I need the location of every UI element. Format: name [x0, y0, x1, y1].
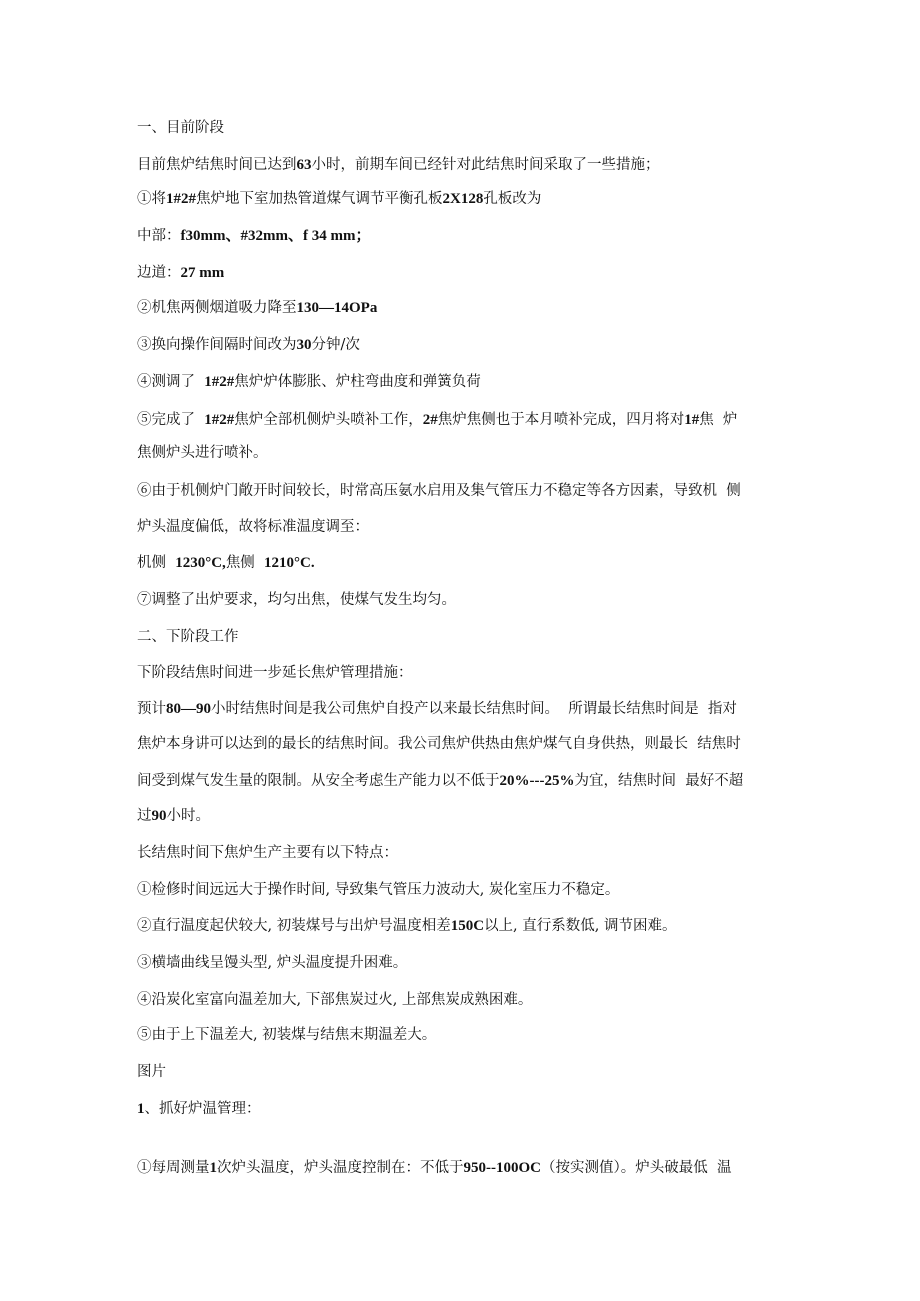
text-run: ⑤由于上下温差大, 初装煤与结焦末期温差大。 — [137, 1027, 437, 1043]
text-line — [137, 372, 481, 392]
text-run: ③换向操作间隔时间改为 — [137, 337, 297, 353]
text-line — [137, 335, 360, 355]
text-run: 过 — [137, 808, 152, 824]
bold-text-run: 27 mm — [180, 265, 225, 281]
text-run: ⑦调整了出炉要求，均匀出焦，使煤气发生均匀。 — [137, 592, 456, 608]
text-run: 炉头温度偏低，故将标准温度调至： — [137, 519, 369, 535]
text-line — [137, 226, 370, 246]
text-line — [137, 916, 677, 936]
text-run: 、抓好炉温管理： — [144, 1101, 261, 1117]
text-run: ②机焦两侧烟道吸力降至 — [137, 300, 297, 316]
text-run: 预计 — [137, 701, 166, 717]
text-run: ③横墙曲线呈馒头型, 炉头温度提升困难。 — [137, 955, 408, 971]
text-run: ④沿炭化室富向温差加大, 下部焦炭过火, 上部焦炭成熟困难。 — [137, 992, 533, 1008]
text-run: ①检修时间远远大于操作时间, 导致集气管压力波动大, 炭化室压力不稳定。 — [137, 882, 620, 898]
bold-text-run: 90 — [151, 808, 167, 824]
bold-text-run: 20%---25% — [499, 773, 575, 789]
bold-text-run: 950--100OC — [463, 1160, 541, 1176]
text-line — [137, 590, 456, 610]
text-run: 中部： — [137, 228, 181, 244]
text-run: 焦炉地下室加热管道煤气调节平衡孔板 — [196, 191, 443, 207]
text-line — [137, 663, 413, 683]
text-line — [137, 990, 532, 1010]
bold-text-run: 1 — [209, 1160, 217, 1176]
text-line — [137, 443, 268, 463]
text-run: （按实测值）。炉头破最低 温 — [541, 1160, 732, 1176]
bold-text-run: 1210°C. — [264, 555, 315, 571]
text-line — [137, 771, 743, 791]
text-line — [137, 1099, 261, 1119]
text-line — [137, 699, 737, 719]
bold-text-run: 150C — [450, 918, 485, 934]
text-line — [137, 843, 398, 863]
bold-text-run: 1#2# — [204, 374, 235, 390]
text-line — [137, 553, 315, 573]
bold-text-run: 1# — [684, 412, 700, 428]
text-run: ①将 — [137, 191, 166, 207]
text-line — [137, 1025, 436, 1045]
text-run: ⑥由于机侧炉门敞开时间较长，时常高压氨水启用及集气管压力不稳定等各方因素，导致机 侧 — [137, 483, 741, 499]
text-line — [137, 118, 224, 138]
text-run: 图片 — [137, 1064, 166, 1080]
text-run: 焦侧 — [225, 555, 265, 571]
bold-text-run: f30mm、#32mm、f 34 mm； — [180, 228, 371, 244]
text-run: 焦炉本身讲可以达到的最长的结焦时间。我公司焦炉供热由焦炉煤气自身供热，则最长 结焦时 — [137, 736, 741, 752]
text-run: 次炉头温度，炉头温度控制在：不低于 — [217, 1160, 464, 1176]
text-run: 焦炉全部机侧炉头喷补工作， — [234, 412, 423, 428]
text-line — [137, 298, 377, 318]
bold-text-run: 130—14OPa — [296, 300, 378, 316]
text-line — [137, 806, 210, 826]
text-line — [137, 1158, 731, 1178]
text-run: 下阶段结焦时间进一步延长焦炉管理措施： — [137, 665, 413, 681]
bold-text-run: 1#2# — [204, 412, 235, 428]
text-run: 焦 炉 — [699, 412, 738, 428]
text-run: 分钟/次 — [311, 337, 360, 353]
text-run: 焦炉炉体膨胀、炉柱弯曲度和弹簧负荷 — [234, 374, 481, 390]
text-run: 一、目前阶段 — [137, 120, 224, 136]
text-run: 二、下阶段工作 — [137, 629, 239, 645]
text-line — [137, 880, 619, 900]
text-line — [137, 517, 369, 537]
text-run: ②直行温度起伏较大, 初装煤号与出炉号温度相差 — [137, 918, 451, 934]
text-line — [137, 627, 239, 647]
bold-text-run: 63 — [296, 157, 312, 173]
text-run: 以上, 直行系数低, 调节困难。 — [484, 918, 677, 934]
text-run: 小时，前期车间已经针对此结焦时间采取了一些措施； — [311, 157, 660, 173]
text-line — [137, 155, 660, 175]
bold-text-run: 1230°C, — [175, 555, 226, 571]
text-run: 小时结焦时间是我公司焦炉自投产以来最长结焦时间。 所谓最长结焦时间是 指对 — [211, 701, 737, 717]
text-run: 边道： — [137, 265, 181, 281]
bold-text-run: 1 — [137, 1101, 145, 1117]
text-line — [137, 953, 407, 973]
text-run: 长结焦时间下焦炉生产主要有以下特点： — [137, 845, 398, 861]
text-run: ①每周测量 — [137, 1160, 210, 1176]
text-line — [137, 734, 741, 754]
text-run: ⑤完成了 — [137, 412, 205, 428]
text-line — [137, 481, 741, 501]
text-line — [137, 1062, 166, 1082]
text-line — [137, 410, 737, 430]
text-run: 机侧 — [137, 555, 176, 571]
bold-text-run: 30 — [296, 337, 312, 353]
text-run: 焦炉焦侧也于本月喷补完成，四月将对 — [437, 412, 685, 428]
text-line — [137, 189, 541, 209]
text-line — [137, 263, 224, 283]
text-run: 焦侧炉头进行喷补。 — [137, 445, 268, 461]
text-run: 目前焦炉结焦时间已达到 — [137, 157, 297, 173]
text-run: ④测调了 — [137, 374, 205, 390]
text-run: 间受到煤气发生量的限制。从安全考虑生产能力以不低于 — [137, 773, 500, 789]
bold-text-run: 2# — [422, 412, 438, 428]
bold-text-run: 1#2# — [166, 191, 196, 207]
text-run: 小时。 — [166, 808, 210, 824]
text-run: 为宜，结焦时间 最好不超 — [574, 773, 744, 789]
bold-text-run: 80—90 — [166, 701, 211, 717]
text-run: 孔板改为 — [483, 191, 542, 207]
bold-text-run: 2X128 — [442, 191, 484, 207]
